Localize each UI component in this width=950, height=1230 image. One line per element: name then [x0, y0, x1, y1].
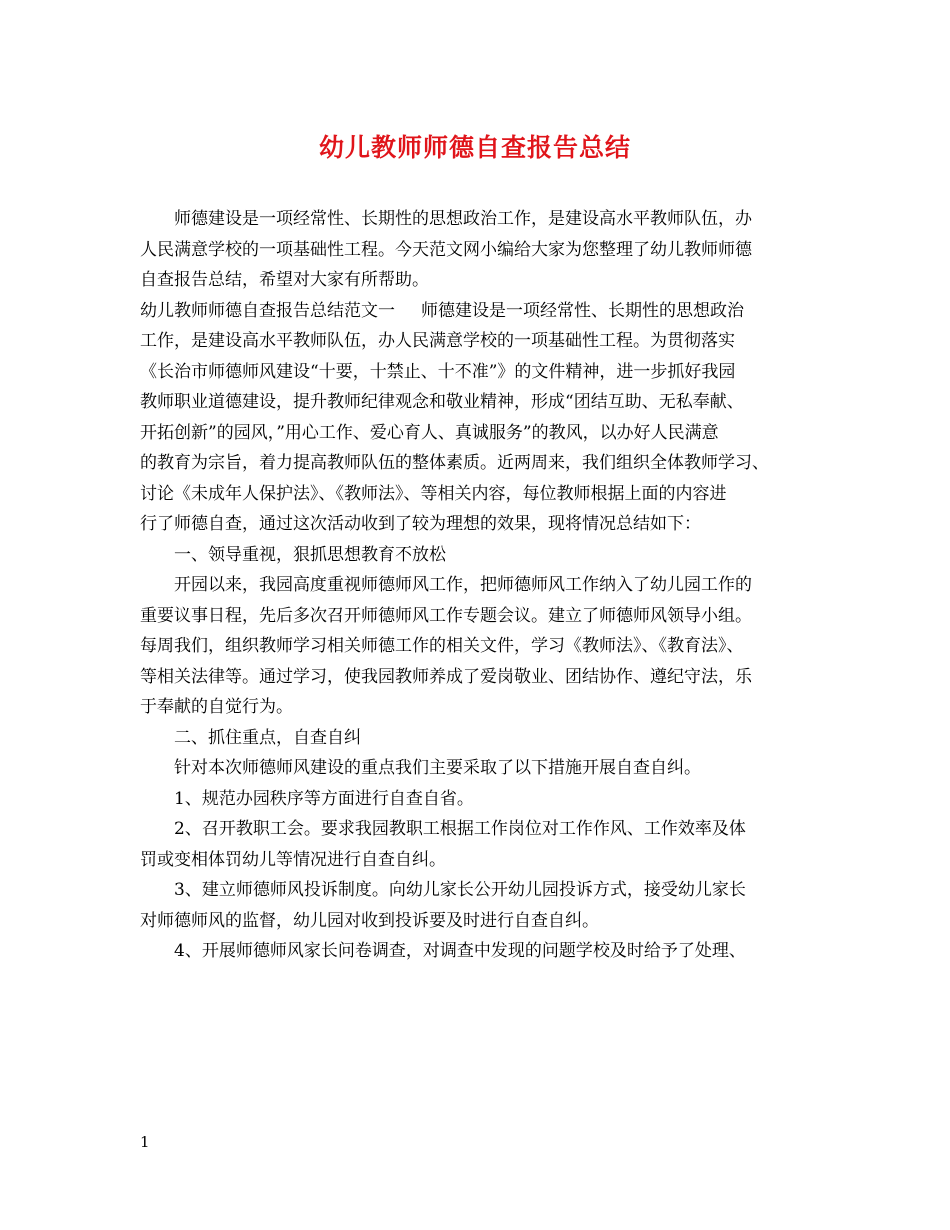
page-number: 1 — [140, 1133, 150, 1151]
paragraph-line: 教师职业道德建设，提升教师纪律观念和敬业精神，形成“团结互助、无私奉献、 — [140, 392, 744, 412]
document-body — [140, 204, 830, 967]
paragraph-line: 讨论《未成年人保护法》、《教师法》、等相关内容，每位教师根据上面的内容进 — [140, 483, 727, 504]
paragraph-text: 师德建设是一项经常性、长期性的思想政治 — [421, 300, 744, 321]
paragraph-line: 行了师德自查，通过这次活动收到了较为理想的效果，现将情况总结如下： — [140, 514, 701, 534]
paragraph-line: 对师德师风的监督，幼儿园对收到投诉要及时进行自查自纠。 — [140, 910, 599, 931]
paragraph-line: 等相关法律等。通过学习，使我园教师养成了爱岗敬业、团结协作、遵纪守法，乐 — [140, 666, 752, 687]
list-item: 4、开展师德师风家长问卷调查，对调查中发现的问题学校及时给予了处理、 — [174, 941, 746, 961]
list-item: 2、召开教职工会。要求我园教职工根据工作岗位对工作作风、工作效率及体 — [174, 819, 746, 839]
paragraph-line: 工作，是建设高水平教师队伍，办人民满意学校的一项基础性工程。为贯彻落实 — [140, 331, 735, 351]
paragraph-line: 师德建设是一项经常性、长期性的思想政治工作，是建设高水平教师队伍，办 — [174, 209, 752, 229]
section-heading: 二、抓住重点，自查自纠 — [174, 727, 361, 748]
paragraph-line: 自查报告总结，希望对大家有所帮助。 — [140, 270, 429, 290]
paragraph-line: 开园以来，我园高度重视师德师风工作，把师德师风工作纳入了幼儿园工作的 — [174, 575, 752, 595]
paragraph-line — [140, 296, 830, 327]
section-heading: 一、领导重视，狠抓思想教育不放松 — [174, 544, 446, 565]
list-item: 1、规范办园秩序等方面进行自查自省。 — [174, 788, 474, 809]
paragraph-line: 针对本次师德师风建设的重点我们主要采取了以下措施开展自查自纠。 — [174, 758, 701, 778]
paragraph-line: 每周我们，组织教师学习相关师德工作的相关文件，学习《教师法》、《教育法》、 — [140, 636, 744, 656]
paragraph-line: 重要议事日程，先后多次召开师德师风工作专题会议。建立了师德师风领导小组。 — [140, 605, 752, 626]
paragraph-line: 罚或变相体罚幼儿等情况进行自查自纠。 — [140, 849, 446, 870]
list-item: 3、建立师德师风投诉制度。向幼儿家长公开幼儿园投诉方式，接受幼儿家长 — [174, 880, 746, 900]
paragraph-line: 人民满意学校的一项基础性工程。今天范文网小编给大家为您整理了幼儿教师师德 — [140, 239, 752, 260]
paragraph-line: 于奉献的自觉行为。 — [140, 697, 293, 717]
paragraph-line: 的教育为宗旨，着力提高教师队伍的整体素质。近两周来，我们组织全体教师学习、 — [140, 453, 769, 473]
section-heading: 幼儿教师师德自查报告总结范文一 — [140, 300, 395, 321]
paragraph-line: 《长治市师德师风建设“十要，十禁止、十不准”》的文件精神，进一步抓好我园 — [140, 361, 736, 382]
document-title: 幼儿教师师德自查报告总结 — [318, 133, 631, 162]
paragraph-line: 开拓创新”的园风，”用心工作、爱心育人、真诚服务”的教风，以办好人民满意 — [140, 422, 719, 443]
